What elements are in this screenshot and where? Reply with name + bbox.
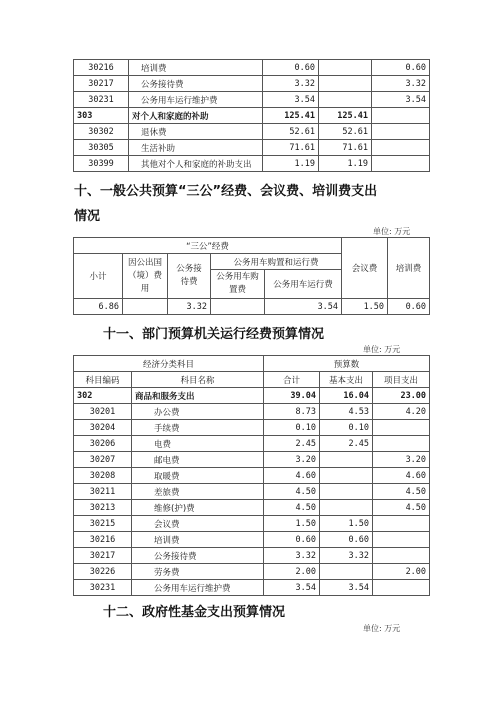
project-cell: 4.60 (373, 468, 430, 484)
header-sangong: “三公”经费 (74, 238, 342, 254)
header-vehicle-operation: 公务用车运行费 (265, 270, 342, 299)
table-row (74, 156, 430, 172)
basic-cell: 3.32 (320, 548, 373, 564)
name-cell: 邮电费 (132, 452, 264, 468)
name-cell: 电费 (132, 436, 264, 452)
name-cell: 会议费 (132, 516, 264, 532)
header-travel: 因公出国（境）费用 (123, 254, 168, 299)
basic-cell: 125.41 (319, 108, 372, 124)
total-cell: 2.00 (264, 564, 320, 580)
total-cell: 4.50 (264, 484, 320, 500)
table-row (74, 484, 430, 500)
project-cell (372, 156, 430, 172)
name-cell: 公务接待费 (132, 548, 264, 564)
total-cell: 4.50 (264, 500, 320, 516)
header-vehicle-purchase: 公务用车购置费 (211, 270, 265, 299)
section10-title: 十、一般公共预算“三公”经费、会议费、培训费支出 (74, 184, 378, 199)
basic-cell: 71.61 (319, 140, 372, 156)
table-row (74, 468, 430, 484)
project-cell (372, 124, 430, 140)
table-row (74, 92, 430, 108)
value-subtotal: 6.86 (74, 299, 123, 315)
code-cell: 30216 (74, 60, 129, 76)
basic-cell (319, 92, 372, 108)
total-cell: 3.20 (264, 452, 320, 468)
name-cell: 差旅费 (132, 484, 264, 500)
total-cell: 3.54 (263, 92, 319, 108)
name-cell: 公务接待费 (129, 76, 263, 92)
project-cell (373, 580, 430, 596)
table-row (74, 564, 430, 580)
name-cell: 手续费 (132, 420, 264, 436)
total-cell: 8.73 (264, 404, 320, 420)
total-cell: 4.60 (264, 468, 320, 484)
table-sangong (73, 237, 430, 315)
basic-cell (320, 452, 373, 468)
project-cell: 4.50 (373, 484, 430, 500)
name-cell: 劳务费 (132, 564, 264, 580)
name-cell: 退休费 (129, 124, 263, 140)
total-cell: 3.32 (263, 76, 319, 92)
value-training: 0.60 (388, 299, 430, 315)
basic-cell: 1.19 (319, 156, 372, 172)
project-cell: 23.00 (373, 388, 430, 404)
total-cell: 71.61 (263, 140, 319, 156)
table-row (74, 76, 430, 92)
project-cell (373, 420, 430, 436)
code-cell: 30211 (74, 484, 132, 500)
name-cell: 公务用车运行维护费 (132, 580, 264, 596)
project-cell: 0.60 (372, 60, 430, 76)
header-budget: 预算数 (264, 356, 430, 372)
section12-title: 十二、政府性基金支出预算情况 (103, 605, 286, 620)
basic-cell (320, 468, 373, 484)
code-cell: 30231 (74, 580, 132, 596)
section11-unit: 单位: 万元 (363, 345, 401, 354)
value-vehicle-operation: 3.54 (265, 299, 342, 315)
table-row (74, 388, 430, 404)
code-cell: 30216 (74, 532, 132, 548)
section12-unit: 单位: 万元 (363, 624, 401, 633)
header-econ: 经济分类科目 (74, 356, 264, 372)
header-name: 科目名称 (132, 372, 264, 388)
code-cell: 30231 (74, 92, 129, 108)
basic-cell (320, 500, 373, 516)
header-total: 合计 (264, 372, 320, 388)
name-cell: 维修(护)费 (132, 500, 264, 516)
name-cell: 取暖费 (132, 468, 264, 484)
basic-cell: 0.60 (320, 532, 373, 548)
table-row (74, 548, 430, 564)
table-row (74, 108, 430, 124)
total-cell: 0.60 (263, 60, 319, 76)
code-cell: 30206 (74, 436, 132, 452)
project-cell: 3.20 (373, 452, 430, 468)
header-basic: 基本支出 (320, 372, 373, 388)
code-cell: 30399 (74, 156, 129, 172)
total-cell: 52.61 (263, 124, 319, 140)
basic-cell: 3.54 (320, 580, 373, 596)
basic-cell: 1.50 (320, 516, 373, 532)
project-cell (373, 436, 430, 452)
project-cell: 3.32 (372, 76, 430, 92)
total-cell: 3.32 (264, 548, 320, 564)
header-code: 科目编码 (74, 372, 132, 388)
basic-cell: 52.61 (319, 124, 372, 140)
project-cell: 3.54 (372, 92, 430, 108)
header-reception: 公务接待费 (168, 254, 211, 299)
table-row (74, 532, 430, 548)
section10-title-cont: 情况 (74, 209, 101, 224)
total-cell: 1.19 (263, 156, 319, 172)
code-cell: 30204 (74, 420, 132, 436)
name-cell: 生活补助 (129, 140, 263, 156)
code-cell: 30207 (74, 452, 132, 468)
name-cell: 其他对个人和家庭的补助支出 (129, 156, 263, 172)
total-cell: 1.50 (264, 516, 320, 532)
project-cell (373, 516, 430, 532)
header-project: 项目支出 (373, 372, 430, 388)
code-cell: 30226 (74, 564, 132, 580)
code-cell: 30217 (74, 548, 132, 564)
name-cell: 培训费 (132, 532, 264, 548)
table-operating-expenses (73, 355, 430, 596)
table-row (74, 452, 430, 468)
total-cell: 0.10 (264, 420, 320, 436)
table-row (74, 140, 430, 156)
code-cell: 30201 (74, 404, 132, 420)
table-row (74, 404, 430, 420)
value-travel (123, 299, 168, 315)
header-training: 培训费 (388, 238, 430, 299)
basic-cell: 0.10 (320, 420, 373, 436)
header-vehicle: 公务用车购置和运行费 (211, 254, 342, 270)
basic-cell: 4.53 (320, 404, 373, 420)
total-cell: 2.45 (264, 436, 320, 452)
project-cell (372, 140, 430, 156)
project-cell (373, 548, 430, 564)
table-row (74, 60, 430, 76)
table-top (73, 59, 430, 172)
name-cell: 商品和服务支出 (132, 388, 264, 404)
name-cell: 对个人和家庭的补助 (129, 108, 263, 124)
table-row (74, 580, 430, 596)
table-row (74, 420, 430, 436)
name-cell: 培训费 (129, 60, 263, 76)
name-cell: 办公费 (132, 404, 264, 420)
basic-cell (320, 484, 373, 500)
table-row (74, 124, 430, 140)
value-vehicle-purchase (211, 299, 265, 315)
total-cell: 125.41 (263, 108, 319, 124)
basic-cell: 2.45 (320, 436, 373, 452)
project-cell: 2.00 (373, 564, 430, 580)
project-cell (373, 532, 430, 548)
header-meeting: 会议费 (342, 238, 388, 299)
code-cell: 30305 (74, 140, 129, 156)
table-row (74, 436, 430, 452)
table-row (74, 500, 430, 516)
code-cell: 302 (74, 388, 132, 404)
code-cell: 30208 (74, 468, 132, 484)
total-cell: 3.54 (264, 580, 320, 596)
basic-cell (319, 76, 372, 92)
basic-cell (319, 60, 372, 76)
total-cell: 0.60 (264, 532, 320, 548)
name-cell: 公务用车运行维护费 (129, 92, 263, 108)
value-meeting: 1.50 (342, 299, 388, 315)
value-reception: 3.32 (168, 299, 211, 315)
project-cell: 4.20 (373, 404, 430, 420)
header-subtotal: 小计 (74, 254, 123, 299)
code-cell: 30302 (74, 124, 129, 140)
project-cell: 4.50 (373, 500, 430, 516)
basic-cell (320, 564, 373, 580)
code-cell: 30215 (74, 516, 132, 532)
code-cell: 30213 (74, 500, 132, 516)
project-cell (372, 108, 430, 124)
total-cell: 39.04 (264, 388, 320, 404)
table-row (74, 516, 430, 532)
code-cell: 30217 (74, 76, 129, 92)
section11-title: 十一、部门预算机关运行经费预算情况 (103, 327, 325, 342)
basic-cell: 16.04 (320, 388, 373, 404)
section10-unit: 单位: 万元 (373, 227, 411, 236)
code-cell: 303 (74, 108, 129, 124)
